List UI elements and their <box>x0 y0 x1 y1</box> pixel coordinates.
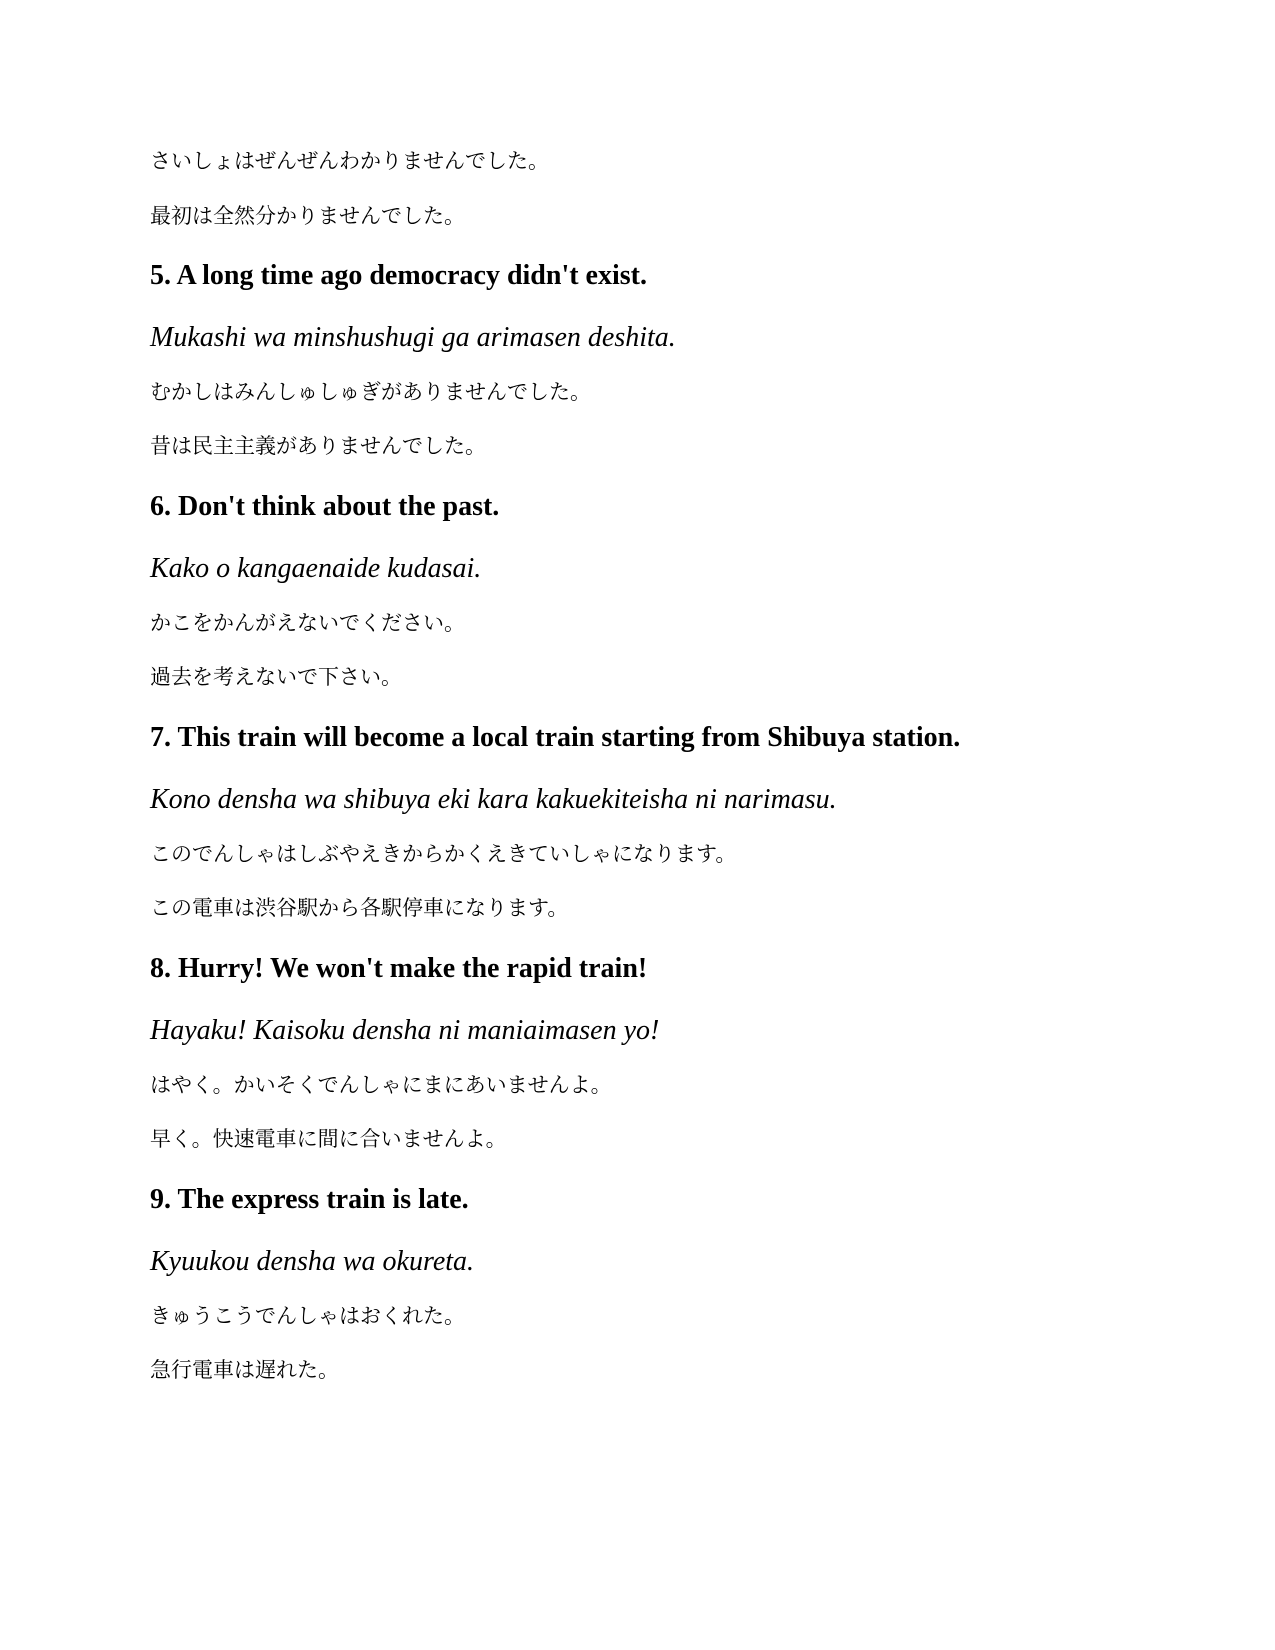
romaji-line: Mukashi wa minshushugi ga arimasen deshita. <box>150 322 676 353</box>
kanji-line: 過去を考えないで下さい。 <box>150 665 402 689</box>
hiragana-line: かこをかんがえないでください。 <box>150 611 465 635</box>
kanji-line: 急行電車は遅れた。 <box>150 1358 339 1382</box>
hiragana-line: はやく。かいそくでんしゃにまにあいませんよ。 <box>150 1073 612 1097</box>
hiragana-line: このでんしゃはしぶやえきからかくえきていしゃになります。 <box>150 842 737 866</box>
hiragana-line: さいしょはぜんぜんわかりませんでした。 <box>150 149 549 173</box>
sentence-heading: 8. Hurry! We won't make the rapid train! <box>150 953 648 984</box>
kanji-line: 早く。快速電車に間に合いませんよ。 <box>150 1127 507 1151</box>
romaji-line: Kako o kangaenaide kudasai. <box>150 553 482 584</box>
hiragana-line: きゅうこうでんしゃはおくれた。 <box>150 1304 465 1328</box>
hiragana-line: むかしはみんしゅしゅぎがありませんでした。 <box>150 380 591 404</box>
romaji-line: Kyuukou densha wa okureta. <box>150 1246 475 1277</box>
sentence-heading: 7. This train will become a local train starting from Shibuya station. <box>150 722 961 753</box>
kanji-line: 昔は民主主義がありませんでした。 <box>150 434 486 458</box>
sentence-heading: 5. A long time ago democracy didn't exist. <box>150 260 647 291</box>
romaji-line: Hayaku! Kaisoku densha ni maniaimasen yo! <box>150 1015 660 1046</box>
sentence-heading: 9. The express train is late. <box>150 1184 469 1215</box>
sentence-heading: 6. Don't think about the past. <box>150 491 500 522</box>
romaji-line: Kono densha wa shibuya eki kara kakuekiteisha ni narimasu. <box>150 784 837 815</box>
kanji-line: 最初は全然分かりませんでした。 <box>150 204 465 228</box>
kanji-line: この電車は渋谷駅から各駅停車になります。 <box>150 896 569 920</box>
